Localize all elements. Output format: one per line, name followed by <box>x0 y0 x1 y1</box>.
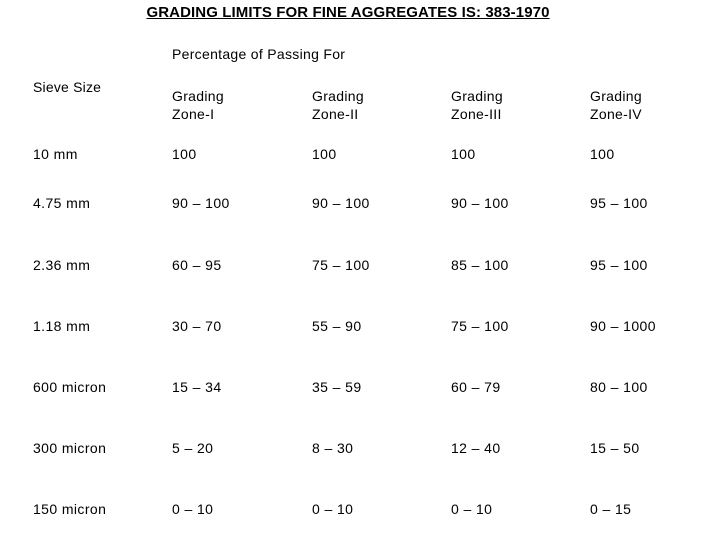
row-6-zone-3: 12 – 40 <box>451 440 501 456</box>
zone-header-4-line2: Zone-IV <box>590 106 642 122</box>
row-3-zone-2: 75 – 100 <box>312 257 370 273</box>
row-1-zone-3: 100 <box>451 146 476 162</box>
row-2-zone-3: 90 – 100 <box>451 195 509 211</box>
zone-header-2 <box>312 87 364 123</box>
row-7-sieve: 150 micron <box>33 501 107 517</box>
zone-header-4-line1: Grading <box>590 88 642 104</box>
row-4-zone-3: 75 – 100 <box>451 318 509 334</box>
row-1-sieve: 10 mm <box>33 146 78 162</box>
zone-header-2-line1: Grading <box>312 88 364 104</box>
row-2-sieve: 4.75 mm <box>33 195 91 211</box>
zone-header-4 <box>590 87 642 123</box>
row-5-zone-2: 35 – 59 <box>312 379 362 395</box>
zone-header-3-line2: Zone-III <box>451 106 502 122</box>
sieve-size-header: Sieve Size <box>33 79 102 95</box>
row-1-zone-2: 100 <box>312 146 337 162</box>
row-4-sieve: 1.18 mm <box>33 318 91 334</box>
zone-header-2-line2: Zone-II <box>312 106 359 122</box>
row-4-zone-4: 90 – 1000 <box>590 318 656 334</box>
row-6-zone-1: 5 – 20 <box>172 440 214 456</box>
row-6-sieve: 300 micron <box>33 440 107 456</box>
row-1-zone-1: 100 <box>172 146 197 162</box>
row-3-zone-3: 85 – 100 <box>451 257 509 273</box>
row-7-zone-2: 0 – 10 <box>312 501 354 517</box>
row-6-zone-4: 15 – 50 <box>590 440 640 456</box>
row-2-zone-2: 90 – 100 <box>312 195 370 211</box>
row-4-zone-2: 55 – 90 <box>312 318 362 334</box>
row-5-zone-3: 60 – 79 <box>451 379 501 395</box>
row-6-zone-2: 8 – 30 <box>312 440 354 456</box>
row-7-zone-1: 0 – 10 <box>172 501 214 517</box>
row-4-zone-1: 30 – 70 <box>172 318 222 334</box>
row-3-sieve: 2.36 mm <box>33 257 91 273</box>
row-2-zone-4: 95 – 100 <box>590 195 648 211</box>
zone-header-1-line1: Grading <box>172 88 224 104</box>
table-subtitle: Percentage of Passing For <box>172 46 346 62</box>
row-5-zone-4: 80 – 100 <box>590 379 648 395</box>
row-3-zone-1: 60 – 95 <box>172 257 222 273</box>
row-5-sieve: 600 micron <box>33 379 107 395</box>
row-7-zone-3: 0 – 10 <box>451 501 493 517</box>
row-1-zone-4: 100 <box>590 146 615 162</box>
zone-header-3 <box>451 87 503 123</box>
row-5-zone-1: 15 – 34 <box>172 379 222 395</box>
page-title: GRADING LIMITS FOR FINE AGGREGATES IS: 383-1970 <box>146 4 550 21</box>
zone-header-3-line1: Grading <box>451 88 503 104</box>
zone-header-1 <box>172 87 224 123</box>
zone-header-1-line2: Zone-I <box>172 106 215 122</box>
row-2-zone-1: 90 – 100 <box>172 195 230 211</box>
row-3-zone-4: 95 – 100 <box>590 257 648 273</box>
row-7-zone-4: 0 – 15 <box>590 501 632 517</box>
